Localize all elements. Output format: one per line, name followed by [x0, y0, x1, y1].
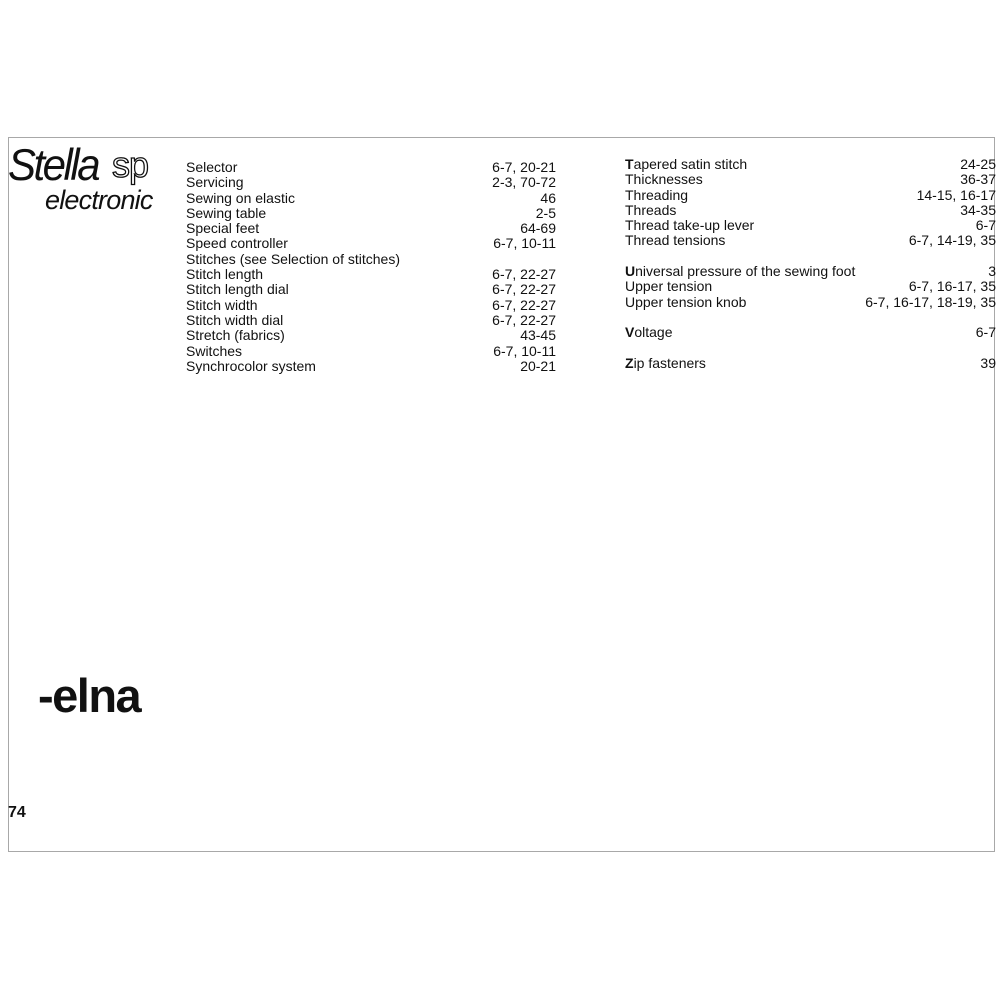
- logo-model-line: electronic: [45, 185, 153, 215]
- index-term: Stitch length: [186, 266, 264, 283]
- index-term: Thread tensions: [625, 232, 726, 249]
- index-term: Thread take-up lever: [625, 217, 755, 234]
- index-entry: [186, 298, 556, 313]
- index-term: Upper tension: [625, 278, 713, 295]
- section-gap: [625, 341, 996, 356]
- index-entry: [625, 188, 996, 203]
- index-letter-initial: Z: [625, 354, 634, 371]
- index-pages: 6-7, 22-27: [492, 281, 556, 298]
- index-pages: 6-7, 22-27: [492, 296, 556, 313]
- index-pages: 6-7, 20-21: [492, 159, 556, 175]
- index-pages: 3: [988, 263, 996, 280]
- index-term: Stretch (fabrics): [186, 327, 285, 344]
- index-term: Switches: [186, 342, 243, 359]
- logo-model-name: Stella: [8, 139, 99, 190]
- index-pages: 6-7, 14-19, 35: [908, 232, 996, 249]
- index-letter-initial: V: [625, 324, 635, 341]
- index-pages: 39: [980, 354, 996, 371]
- index-column-right: [625, 157, 996, 371]
- index-term: Stitch length dial: [186, 281, 289, 298]
- index-term: Sewing table: [186, 204, 267, 221]
- page-number: 74: [8, 804, 26, 821]
- index-entry: [186, 221, 556, 236]
- index-entry: [186, 160, 556, 175]
- index-term: Selector: [186, 159, 238, 175]
- elna-logo: -elna: [38, 669, 141, 722]
- index-pages: 20-21: [520, 357, 556, 374]
- logo-model-suffix: sp: [112, 144, 149, 185]
- index-term: Synchrocolor system: [186, 357, 316, 374]
- index-term: [625, 264, 855, 279]
- index-entry: [186, 328, 556, 343]
- index-entry: [186, 344, 556, 359]
- index-column-left: [186, 160, 556, 374]
- index-term: Threading: [625, 186, 689, 203]
- index-entry: [186, 206, 556, 221]
- index-entry: [186, 267, 556, 282]
- index-pages: 6-7, 10-11: [493, 235, 556, 252]
- index-term-text: niversal pressure of the sewing foot: [635, 263, 856, 280]
- index-letter-initial: U: [625, 263, 636, 280]
- index-entry: [186, 282, 556, 297]
- index-pages: 46: [540, 189, 556, 206]
- stella-sp-electronic-logo: [8, 139, 173, 223]
- section-gap: [625, 310, 996, 325]
- index-entry: [186, 252, 556, 267]
- index-entry: [186, 359, 556, 374]
- index-term: [625, 325, 673, 340]
- index-term: Thicknesses: [625, 171, 703, 188]
- index-term: Stitches (see Selection of stitches): [186, 250, 400, 267]
- index-pages: 36-37: [960, 171, 996, 188]
- section-gap: [625, 249, 996, 264]
- index-pages: 14-15, 16-17: [916, 186, 996, 203]
- index-term-text: ip fasteners: [633, 354, 706, 371]
- index-pages: 6-7, 16-17, 35: [908, 278, 996, 295]
- index-pages: 24-25: [960, 156, 996, 172]
- index-term-text: apered satin stitch: [633, 156, 748, 172]
- index-term: [625, 356, 706, 371]
- index-pages: 2-3, 70-72: [492, 174, 556, 191]
- index-term: Threads: [625, 201, 677, 218]
- index-entry: [625, 172, 996, 187]
- index-letter-initial: T: [625, 156, 634, 172]
- index-term: Special feet: [186, 220, 260, 237]
- index-pages: 6-7, 10-11: [493, 342, 556, 359]
- index-pages: 6-7, 22-27: [492, 266, 556, 283]
- index-entry: [186, 175, 556, 190]
- index-term: Stitch width dial: [186, 311, 284, 328]
- index-entry: [625, 218, 996, 233]
- index-entry: [625, 157, 996, 172]
- index-entry: [186, 191, 556, 206]
- index-pages: 64-69: [520, 220, 556, 237]
- index-term: Speed controller: [186, 235, 288, 252]
- index-entry: [625, 233, 996, 248]
- index-term: Servicing: [186, 174, 244, 191]
- index-pages: 6-7: [975, 217, 996, 234]
- index-entry: [625, 279, 996, 294]
- index-term: Stitch width: [186, 296, 258, 313]
- index-term-text: oltage: [634, 324, 673, 341]
- index-entry: [625, 264, 996, 279]
- index-entry: [625, 356, 996, 371]
- index-pages: 43-45: [520, 327, 556, 344]
- index-pages: 34-35: [960, 201, 996, 218]
- index-entry: [186, 236, 556, 251]
- index-pages: 6-7, 22-27: [492, 311, 556, 328]
- index-pages: 2-5: [535, 204, 556, 221]
- index-entry: [625, 295, 996, 310]
- index-entry: [186, 313, 556, 328]
- index-entry: [625, 203, 996, 218]
- index-term: [625, 157, 747, 172]
- index-entry: [625, 325, 996, 340]
- index-pages: 6-7, 16-17, 18-19, 35: [865, 293, 996, 310]
- index-term: Sewing on elastic: [186, 189, 295, 206]
- index-pages: 6-7: [975, 324, 996, 341]
- index-term: Upper tension knob: [625, 293, 747, 310]
